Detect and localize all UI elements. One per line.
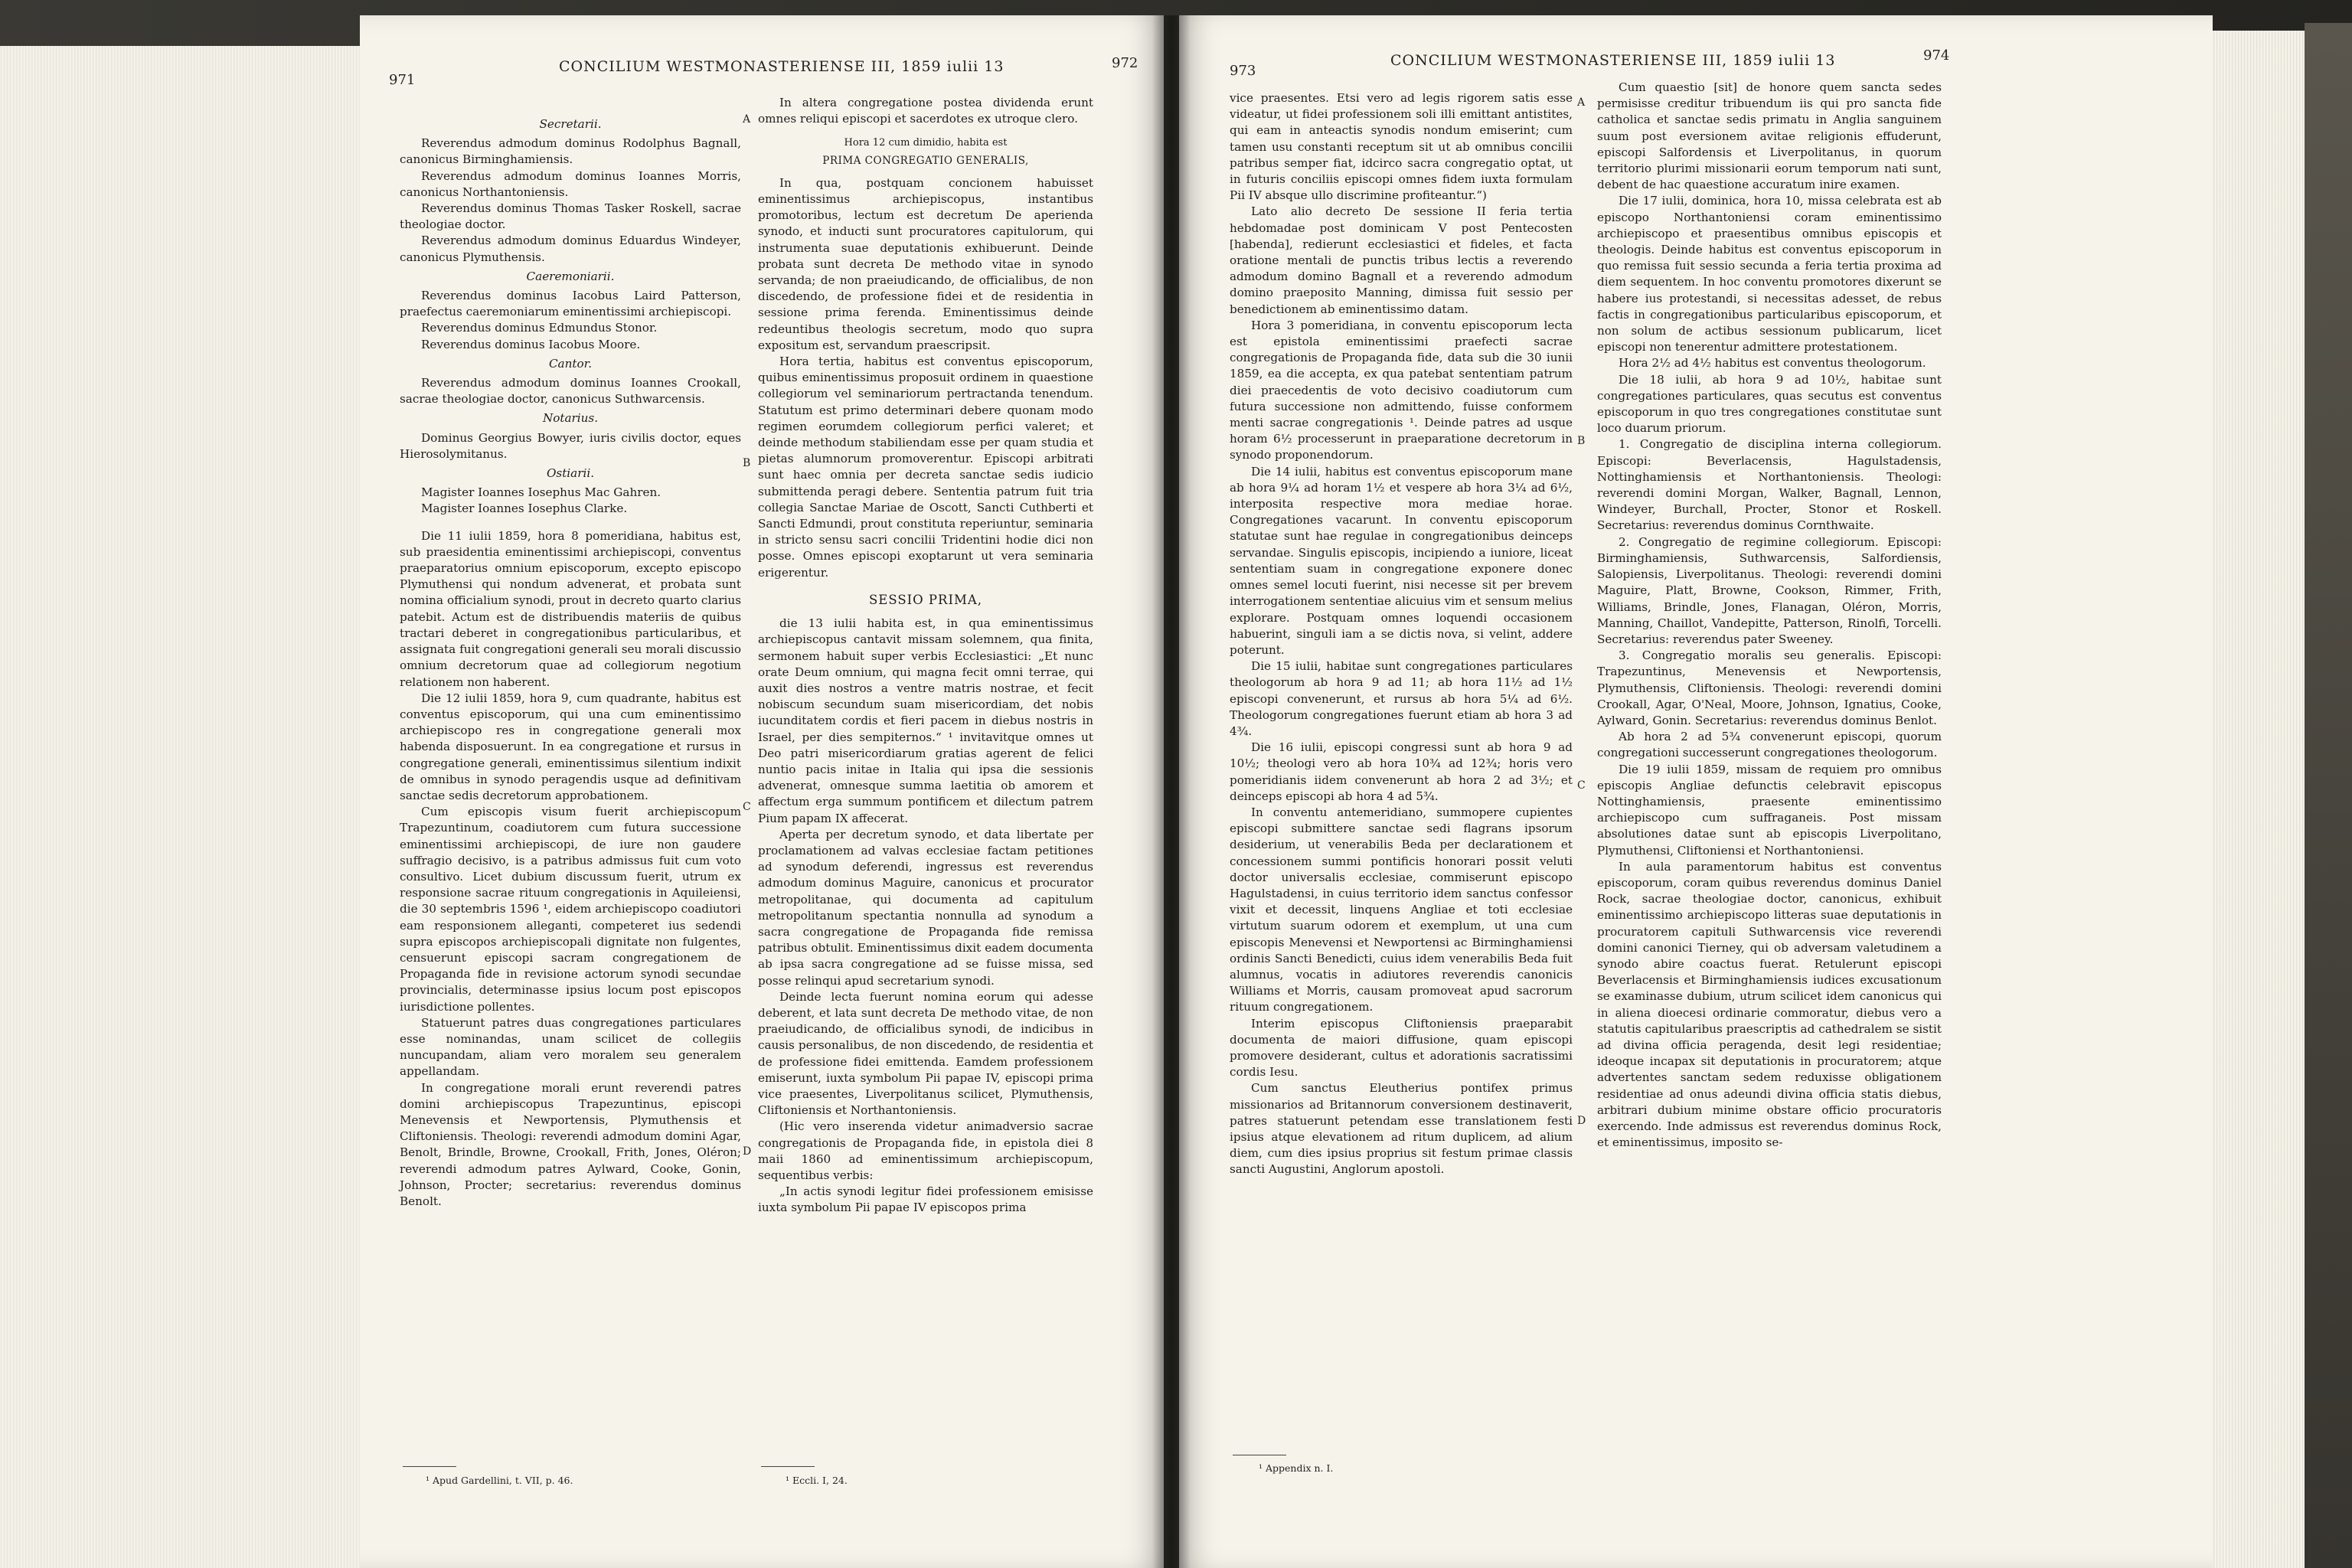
running-head-right: CONCILIUM WESTMONASTERIENSE III, 1859 iulii 13: [1390, 52, 1836, 69]
paragraph: Dominus Georgius Bowyer, iuris civilis doctor, eques Hierosolymitanus.: [400, 430, 741, 461]
paragraph: Reverendus dominus Edmundus Stonor.: [421, 321, 658, 335]
paragraph: Reverendus admodum dominus Ioannes Morris, canonicus Northantoniensis.: [400, 168, 741, 199]
section-heading: SESSIO PRIMA,: [868, 592, 983, 607]
paragraph: Lato alio decreto De sessione II feria tertia hebdomadae post dominicam V post Pentecosten [habenda], redierunt ecclesiastici et fideles, et facta oratione mentali de punctis tribus lectis a reverendo admodum domino Bagnall et a reverendo admodum domino praeposito Manning, dimissa fuit sessio per benedictionem ab eminentissimo datam.: [1230, 204, 1573, 316]
right-page-column-1: [1230, 90, 1573, 1178]
margin-letter-a: A: [743, 113, 751, 126]
section-label: Cantor.: [548, 356, 593, 371]
paragraph: Reverendus dominus Iacobus Moore.: [421, 337, 641, 351]
page-number-right: 974: [1923, 47, 1950, 64]
page-number-left: 971: [389, 72, 416, 88]
running-head-left: CONCILIUM WESTMONASTERIENSE III, 1859 iulii 13: [559, 58, 1004, 75]
paragraph: 3. Congregatio moralis seu generalis. Episcopi: Trapezuntinus, Menevensis et Newportensis, Plymuthensis, Cliftoniensis. Theologi: reverendi domini Crookall, Agar, O'Neal, Moore, Johnson, Ignatius, Cooke, Aylward, Gonin. Secretarius: reverendus dominus Benlot.: [1597, 648, 1942, 727]
paragraph: Interim episcopus Cliftoniensis praeparabit documenta de maiori diffusione, quam episcopi promovere desiderant, cultus et adorationis sacratissimi cordis Iesu.: [1230, 1016, 1573, 1080]
paragraph: 1. Congregatio de disciplina interna collegiorum. Episcopi: Beverlacensis, Hagulstadensis, Nottinghamiensis et Northantoniensis. Theologi: reverendi domini Morgan, Walker, Bagnall, Lennon, Windeyer, Burchall, Procter, Stonor et Roskell. Secretarius: reverendus dominus Cornthwaite.: [1597, 437, 1942, 533]
paragraph: In altera congregatione postea dividenda erunt omnes reliqui episcopi et sacerdotes ex utroque clero.: [758, 96, 1093, 126]
paragraph: Reverendus dominus Iacobus Laird Patterson, praefectus caeremoniarum eminentissimi archiepiscopi.: [400, 289, 741, 319]
footnote-appendix: ¹ Appendix n. I.: [1259, 1462, 1334, 1474]
paragraph: Cum quaestio [sit] de honore quem sancta sedes permisisse creditur tribuendum iis qui pro sancta fide catholica et sanctae sedis primatu in Anglia sanguinem suum post eversionem avitae religionis effuderunt, episcopi Salfordensis et Liverpolitanus, in quorum territorio plurimi missionarii eorum temporum nati sunt, debent de hac quaestione accuratum inire examen.: [1597, 80, 1942, 192]
paragraph-spacer: [400, 518, 741, 528]
paragraph: Hora tertia, habitus est conventus episcoporum, quibus eminentissimus proposuit ordinem in quaestione collegiorum vel seminariorum pertractanda tenendum. Statutum est primo determinari debere quonam modo regimen eorumdem collegiorum perfici valeret; et deinde methodum stabiliendam esse per quam studia et pietas alumnorum promoverentur. Episcopi arbitrati sunt haec omnia per decreta sanctae sedis iudicio submittenda peragi debere. Sententia patrum fuit tria collegia Sanctae Mariae de Oscott, Sancti Cuthberti et Sancti Edmundi, prout constituta reperiuntur, seminaria in stricto sensu sacri concilii Tridentini hodie dici non posse. Omnes episcopi exoptarunt ut vera seminaria erigerentur.: [758, 354, 1093, 580]
paragraph: Reverendus dominus Thomas Tasker Roskell, sacrae theologiae doctor.: [400, 201, 741, 232]
footnote-rule: [761, 1466, 815, 1467]
subheading-caps: PRIMA CONGREGATIO GENERALIS,: [822, 154, 1029, 167]
margin-letter-c: C: [743, 801, 751, 813]
section-label: Notarius.: [542, 411, 599, 426]
paragraph: Die 16 iulii, episcopi congressi sunt ab hora 9 ad 10½; theologi vero ab hora 10¾ ad 12¾; horis vero pomeridianis iidem convenerunt ab hora 2 ad 3½; et deinceps episcopi ab hora 4 ad 5¾.: [1230, 740, 1573, 803]
paragraph: Die 18 iulii, ab hora 9 ad 10½, habitae sunt congregationes particulares, quas secutus est conventus episcoporum in quo tres congregationes constitutae sunt loco duarum priorum.: [1597, 372, 1942, 436]
paragraph: Die 12 iulii 1859, hora 9, cum quadrante, habitus est conventus episcoporum, qui una cum eminentissimo archiepiscopo res in congregatione generali mox habenda disposuerunt. In ea congregatione et rursus in congregatione generali, eminentissimus silentium indixit de omnibus in synodo peragendis usque ad definitivam sanctae sedis decretorum approbationem.: [400, 691, 741, 802]
paragraph: Hora 3 pomeridiana, in conventu episcoporum lecta est epistola eminentissimi praefecti sacrae congregationis de Propaganda fide, data sub die 30 iunii 1859, ea die accepta, ex qua patebat sententiam patrum diei praecedentis de voto decisivo coadiutorum cum futura successione non admittendo, fuisse conformem menti sacrae congregationis ¹. Deinde patres ad usque horam 6½ processerunt in praeparatione decretorum in synodo proponendorum.: [1230, 318, 1573, 462]
margin-letter-d: D: [1577, 1115, 1586, 1127]
paragraph: Ab hora 2 ad 5¾ convenerunt episcopi, quorum congregationi successerunt congregationes theologorum.: [1597, 730, 1942, 760]
right-page: [1179, 15, 2213, 1568]
section-label: Ostiarii.: [546, 466, 595, 481]
paragraph: Die 11 iulii 1859, hora 8 pomeridiana, habitus est, sub praesidentia eminentissimi archiepiscopi, conventus praeparatorius omnium episcoporum, excepto episcopo Plymuthensi qui nondum advenerat, et probata sunt nomina officialium synodi, prout in decreto quarto clarius patebit. Actum est de distribuendis materiis de quibus tractari deberet in congregationibus particularibus, et assignata fuit congregationi generali seu morali discussio omnium decretorum quae ad collegiorum negotium relationem non haberent.: [400, 528, 741, 689]
paragraph: Magister Ioannes Iosephus Mac Gahren.: [421, 485, 662, 500]
paragraph: Hora 2½ ad 4½ habitus est conventus theologorum.: [1619, 356, 1926, 371]
paragraph: Die 14 iulii, habitus est conventus episcoporum mane ab hora 9¼ ad horam 1½ et vespere ab hora 3¼ ad 6½, interposita respective mora mediae horae. Congregationes vacarunt. In conventu episcoporum statutae sunt hae regulae in congregationibus deinceps servandae. Singulis episcopis, incipiendo a iuniore, liceat sententiam suam in congregatione exponere donec omnes semel locuti fuerint, nisi necesse sit per brevem interrogationem sententiae alicuius vim et sensum melius explorare. Postquam omnes loquendi occasionem habuerint, singuli iam a se dictis nova, si velint, addere poterunt.: [1230, 464, 1573, 657]
margin-letter-c: C: [1577, 779, 1586, 792]
right-page-edges: [2205, 31, 2305, 1568]
paragraph: 2. Congregatio de regimine collegiorum. Episcopi: Birminghamiensis, Suthwarcensis, Salfordiensis, Salopiensis, Liverpolitanus. Theologi: reverendi domini Maguire, Platt, Browne, Cookson, Rimmer, Frith, Williams, Brindle, Jones, Flanagan, Oléron, Morris, Manning, Chaillot, Vandepitte, Patterson, Rinolfi, Torcelli. Secretarius: reverendus pater Sweeney.: [1597, 534, 1942, 646]
paragraph: Cum episcopis visum fuerit archiepiscopum Trapezuntinum, coadiutorem cum futura successione eminentissimi archiepiscopi, de iure non gaudere suffragio decisivo, is a patribus admissus fuit cum voto consultivo. Licet dubium discussum fuerit, utrum ex responsione sacrae rituum congregationis in Aquileiensi, die 30 septembris 1596 ¹, eidem archiepiscopo coadiutori eam responsionem alleganti, competeret ius sedendi supra episcopos archiepiscopali dignitate non fulgentes, censuerunt episcopi sacram congregationem de Propaganda fide in revisione actorum synodi secundae provincialis, determinasse ipsius locum post episcopos iurisdictione pollentes.: [400, 805, 741, 1014]
margin-letter-b: B: [1577, 435, 1586, 447]
page-number-left: 973: [1230, 63, 1256, 79]
paragraph: In congregatione morali erunt reverendi patres domini archiepiscopus Trapezuntinus, episcopi Menevensis et Newportensis, Plymuthensis et Cliftoniensis. Theologi: reverendi admodum domini Agar, Benolt, Brindle, Browne, Crookall, Frith, Jones, Oléron; reverendi admodum patres Aylward, Cooke, Gonin, Johnson, Procter; secretarius: reverendus dominus Benolt.: [400, 1080, 741, 1208]
paragraph: In aula paramentorum habitus est conventus episcoporum, coram quibus reverendus dominus Daniel Rock, sacrae theologiae doctor, canonicus, exhibuit eminentissimo archiepiscopo litteras suae deputationis in procuratorem capituli Suthwarcensis vice reverendi domini canonici Tierney, qui ob adversam valetudinem a synodo abire coactus fuerat. Retulerunt episcopi Beverlacensis et Birminghamiensis iudices excusationum se examinasse dubium, utrum scilicet idem canonicus qui in aliena dioecesi ordinarie commoratur, diebus vero a statutis capitularibus praescriptis ad cathedralem se sistit ad divina officia peragenda, desit legi residentiae; ideoque incapax sit deputationis in procuratorem; atque advertentes sanctam sedem reduxisse obligationem residentiae ad onus adeundi divina officia statis diebus, arbitrari dubium minime obstare officio procuratoris exercendo. Inde admissus est reverendus dominus Rock, et eminentissimus, imposito se-: [1597, 859, 1942, 1150]
left-page-edges: [0, 46, 375, 1568]
section-label: Secretarii.: [539, 117, 602, 131]
paragraph: Statuerunt patres duas congregationes particulares esse nominandas, unam scilicet de collegiis nuncupandam, aliam vero moralem seu generalem appellandam.: [400, 1015, 741, 1079]
paragraph: In qua, postquam concionem habuisset eminentissimus archiepiscopus, instantibus promotoribus, lectum est decretum De aperienda synodo, et inducti sunt procuratores capitulorum, qui instrumenta suae deputationis exhibuerunt. Deinde probata sunt decreta De methodo vitae in synodo servanda; de non praeiudicando, de officialibus, de non discedendo, de professione fidei et de residentia in sessione prima ferenda. Eminentissimus deinde redeuntibus theologis secretum, modo quo supra expositum est, servandum praescripsit.: [758, 175, 1093, 352]
margin-letter-a: A: [1577, 96, 1586, 109]
paragraph: Die 15 iulii, habitae sunt congregationes particulares theologorum ab hora 9 ad 11; ab hora 11½ ad 1½ episcopi convenerunt, et rursus ab hora 5¼ ad 6½. Theologorum congregationes fuerunt etiam ab hora 3 ad 4¾.: [1230, 659, 1573, 738]
margin-letter-d: D: [743, 1145, 752, 1158]
paragraph: Die 19 iulii 1859, missam de requiem pro omnibus episcopis Angliae defunctis celebravit episcopus Nottinghamiensis, praesente eminentissimo archiepiscopo cum suffraganeis. Post missam absolutiones datae sunt ab episcopis Liverpolitano, Plymuthensi, Cliftoniensi et Northantoniensi.: [1597, 762, 1942, 858]
book-gutter: [1152, 15, 1191, 1568]
paragraph: Magister Ioannes Iosephus Clarke.: [421, 501, 628, 516]
margin-letter-b: B: [743, 457, 751, 469]
right-page-column-2: [1597, 80, 1942, 1151]
paragraph: vice praesentes. Etsi vero ad legis rigorem satis esse videatur, ut fidei professionem soli illi emittant antistites, qui eam in anteactis synodis nondum emiserint; cum tamen usu constanti receptum sit ut ab omnibus concilii patribus semper fiat, idcirco sacra congregatio optat, ut in futuris conciliis episcopi omnes fidem iuxta formulam Pii IV absque ullo discrimine profiteantur.“): [1230, 91, 1573, 203]
paragraph: In conventu antemeridiano, summopere cupientes episcopi submittere sanctae sedi flagrans ipsorum desiderium, ut venerabilis Beda per declarationem et concessionem summi pontificis honorari possit veluti doctor universalis ecclesiae, commiserunt episcopo Hagulstadensi, in cuius territorio idem sanctus confessor vixit et decessit, linquens Angliae et toti ecclesiae virtutum suarum odorem et exemplum, ut una cum episcopis Menevensi et Newportensi ac Birminghamiensi ordinis Sancti Benedicti, cuius idem venerabilis Beda fuit alumnus, vocatis in adiutores reverendis canonicis Williams et Morris, causam promoveat apud sacrorum rituum congregationem.: [1230, 805, 1573, 1014]
paragraph: (Hic vero inserenda videtur animadversio sacrae congregationis de Propaganda fide, in epistola diei 8 maii 1860 ad eminentissimum archiepiscopum, sequentibus verbis:: [758, 1119, 1093, 1182]
footnote-rule: [403, 1466, 456, 1467]
footnote-left-col: ¹ Apud Gardellini, t. VII, p. 46.: [426, 1475, 573, 1486]
left-page-column-1: [400, 113, 741, 1210]
paragraph: Reverendus admodum dominus Ioannes Crookall, sacrae theologiae doctor, canonicus Suthwarcensis.: [400, 376, 741, 407]
left-page-column-2: [758, 95, 1093, 1217]
footnote-right-col: ¹ Eccli. I, 24.: [786, 1475, 848, 1486]
left-page: [360, 15, 1164, 1568]
section-label: Caeremoniarii.: [526, 269, 615, 283]
subheading: Hora 12 cum dimidio, habita est: [844, 137, 1008, 149]
paragraph: Die 17 iulii, dominica, hora 10, missa celebrata est ab episcopo Northantoniensi coram eminentissimo archiepiscopo et praesentibus omnibus episcopis et theologis. Deinde habitus est conventus episcoporum in quo remissa fuit sessio secunda a feria tertia proxima ad diem sequentem. In hoc conventu promotores dixerunt se habere ius protestandi, si necessitas adesset, de rebus factis in congregationibus particularibus episcoporum, et non solum de actibus sessionum publicarum, licet episcopi non tenerentur admittere protestationem.: [1597, 194, 1942, 354]
paragraph: Aperta per decretum synodo, et data libertate per proclamationem ad valvas ecclesiae factam petitiones ad synodum deferendi, ingressus est reverendus admodum dominus Maguire, canonicus et procurator metropolitanae, qui documenta ad capitulum metropolitanum spectantia nonnulla ad synodum a sacra congregatione de Propaganda fide remissa patribus obtulit. Eminentissimus dixit eadem documenta ab ipsa sacra congregatione ad se fuisse missa, sed posse relinqui apud secretarium synodi.: [758, 827, 1093, 988]
paragraph: Cum sanctus Eleutherius pontifex primus missionarios ad Britannorum conversionem destinaverit, patres statuerunt petendam esse translationem festi ipsius atque elevationem ad ritum duplicem, ad alium diem, cum dies ipsius proprius sit festum primae classis sancti Augustini, Anglorum apostoli.: [1230, 1081, 1573, 1177]
paragraph: Reverendus admodum dominus Rodolphus Bagnall, canonicus Birminghamiensis.: [400, 136, 741, 167]
paragraph: Deinde lecta fuerunt nomina eorum qui adesse deberent, et lata sunt decreta De methodo vitae, de non praeiudicando, de officialibus synodi, de indicibus in causis personalibus, de non discedendo, de residentia et de professione fidei emittenda. Eamdem professionem emiserunt, iuxta symbolum Pii papae IV, episcopi prima vice praesentes, Liverpolitanus scilicet, Plymuthensis, Cliftoniensis et Northantoniensis.: [758, 989, 1093, 1118]
paragraph: „In actis synodi legitur fidei professionem emisisse iuxta symbolum Pii papae IV episcopos prima: [758, 1184, 1093, 1215]
paragraph: Reverendus admodum dominus Eduardus Windeyer, canonicus Plymuthensis.: [400, 234, 741, 264]
book-cover-edge: [2305, 23, 2352, 1568]
paragraph: die 13 iulii habita est, in qua eminentissimus archiepiscopus cantavit missam solemnem, qua finita, sermonem habuit super verbis Ecclesiastici: „Et nunc orate Deum omnium, qui magna fecit omni terrae, qui auxit dies nostros a ventre matris nostrae, et fecit nobiscum secundum suam misericordiam, det nobis iucunditatem cordis et fieri pacem in diebus nostris in Israel, per dies sempiternos.“ ¹ invitavitque omnes ut Deo patri misericordiarum gratias agerent de felici nuntio pacis initae in Italia qui ipsa die sessionis advenerat, omnesque summa laetitia ob amorem et affectum erga summum pontificem et dilectum patrem Pium papam IX affecerat.: [758, 616, 1093, 825]
page-number-right: 972: [1112, 55, 1138, 71]
